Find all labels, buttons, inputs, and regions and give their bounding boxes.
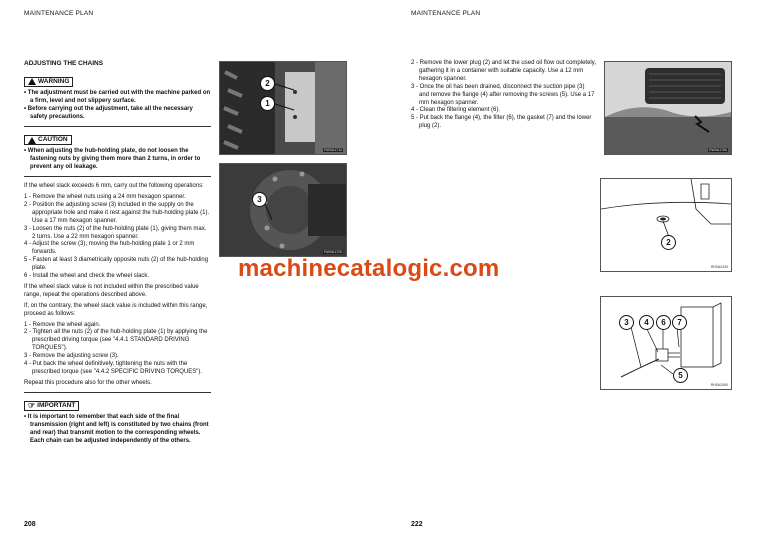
step-a-6: 6 - Install the wheel and check the wheel slack. <box>24 273 150 280</box>
caution-triangle-icon <box>28 137 36 144</box>
callout-3: 3 <box>619 315 634 330</box>
hub-plate-photo <box>219 163 347 257</box>
step-b-3: 3 - Remove the adjusting screw (3). <box>24 353 119 360</box>
step-a-1: 1 - Remove the wheel nuts using a 24 mm hexagon spanner. <box>24 193 186 200</box>
hub-plate-photo-image <box>220 164 346 256</box>
step-b-1: 1 - Remove the wheel again. <box>24 321 101 328</box>
plug-drawing-image <box>601 179 731 271</box>
left-page-number: 208 <box>24 521 36 528</box>
callout-6: 6 <box>656 315 671 330</box>
paragraph-included: If, on the contrary, the wheel slack value is included within this range, proceed as follows: <box>24 302 208 317</box>
warning-bullet-1: • The adjustment must be carried out with the machine parked on a firm, level and not slippery surface. <box>24 90 211 105</box>
warning-label: WARNING <box>38 77 70 85</box>
important-bullet-text: It is important to remember that each side of the final transmission (right and left) is constituted by two chains (front and rear) that transmit motion to the corresponding wheels. Each chain can be adjusted independently of the others. <box>27 414 209 445</box>
caution-badge <box>24 135 72 146</box>
pointing-hand-icon: ☞ <box>28 401 36 411</box>
photo-code: RW0A1710 <box>324 148 342 152</box>
callout-3: 3 <box>252 192 267 207</box>
right-step-4: 4 - Clean the filtering element (6). <box>411 107 501 114</box>
step-a-2: 2 - Position the adjusting screw (3) included in the supply on the appropriate hole and make it rest against the hub-holding plate (1). Use a 17 mm hexagon spanner. <box>24 201 210 224</box>
caution-label: CAUTION <box>38 135 68 143</box>
right-page-number: 222 <box>411 521 423 528</box>
right-step-5: 5 - Put back the flange (4), the filter (6), the gasket (7) and the lower plug (2). <box>411 115 592 130</box>
paragraph-repeat: Repeat this procedure also for the other wheels. <box>24 379 152 386</box>
divider <box>24 392 211 393</box>
wheel-hub-photo-image <box>220 62 346 154</box>
filter-drawing <box>600 296 732 390</box>
step-a-4: 4 - Adjust the screw (3), moving the hub-holding plate 1 or 2 mm forwards. <box>24 241 195 256</box>
callout-7: 7 <box>672 315 687 330</box>
step-a-5: 5 - Fasten at least 3 diametrically opposite nuts (2) of the hub-holding plate. <box>24 257 209 272</box>
caution-bullet-text: When adjusting the hub-holding plate, do not loosen the fastening nuts by giving them more than 2 turns, in order to prevent any oil leakage. <box>27 148 201 171</box>
step-b-4: 4 - Put back the wheel definitively, tightening the nuts with the prescribed torque (see "4.4.2 SPECIFIC DRIVING TORQUES"). <box>24 361 203 376</box>
callout-5: 5 <box>673 368 688 383</box>
warning-bullet-2: • Before carrying out the adjustment, take all the necessary safety precautions. <box>24 105 193 120</box>
left-page-header: MAINTENANCE PLAN <box>24 10 94 17</box>
right-step-2: 2 - Remove the lower plug (2) and let the used oil flow out completely, gathering it in a container with suitable capacity. Use a 12 mm hexagon spanner. <box>411 60 596 82</box>
paragraph-not-included: If the wheel slack value is not included within the prescribed value range, repeat the operations described above. <box>24 283 199 298</box>
section-title: ADJUSTING THE CHAINS <box>24 60 104 67</box>
left-page-body <box>24 60 211 446</box>
wheel-hub-photo <box>219 61 347 155</box>
watermark-text: machinecatalogic.com <box>238 255 500 282</box>
photo-code: RW0A1780 <box>709 148 727 152</box>
machine-grille-photo-image <box>605 62 731 154</box>
warning-bullet-text: The adjustment must be carried out with the machine parked on a firm, level and not slippery surface. <box>27 90 211 105</box>
intro-paragraph: If the wheel slack exceeds 6 mm, carry out the following operations: <box>24 183 204 190</box>
callout-1: 1 <box>260 96 275 111</box>
divider <box>24 176 211 177</box>
filter-drawing-image <box>601 297 731 389</box>
warning-bullet-text: Before carrying out the adjustment, take all the necessary safety precautions. <box>27 105 193 120</box>
step-b-2: 2 - Tighten all the nuts (2) of the hub-holding plate (1) by applying the prescribed driving torque (see "4.4.1 STANDARD DRIVING TORQUES"). <box>24 329 208 352</box>
important-badge <box>24 401 79 412</box>
drawing-code: RH0A2430 <box>710 265 728 269</box>
callout-4: 4 <box>639 315 654 330</box>
plug-drawing <box>600 178 732 272</box>
right-step-3: 3 - Once the oil has been drained, disconnect the suction pipe (3) and remove the flange (4) after removing the screws (5). Use a 17 mm hexagon spanner. <box>411 83 595 106</box>
important-bullet-1: • It is important to remember that each side of the final transmission (right and left) is constituted by two chains (front and rear) that transmit motion to the corresponding wheels. Each chain can be adjusted independently of the others. <box>24 414 209 445</box>
important-label: IMPORTANT <box>37 401 76 409</box>
warning-badge <box>24 77 73 88</box>
warning-triangle-icon <box>28 78 36 85</box>
right-page-body <box>411 60 596 131</box>
right-page-header: MAINTENANCE PLAN <box>411 10 481 17</box>
machine-grille-photo <box>604 61 732 155</box>
photo-code: RW0A1720 <box>324 250 342 254</box>
divider <box>24 126 211 127</box>
caution-bullet-1: • When adjusting the hub-holding plate, do not loosen the fastening nuts by giving them more than 2 turns, in order to prevent any oil leakage. <box>24 148 201 171</box>
callout-2: 2 <box>661 235 676 250</box>
step-a-3: 3 - Loosen the nuts (2) of the hub-holding plate (1), giving them max. 2 turns. Use a 22 mm hexagon spanner. <box>24 225 207 240</box>
callout-2: 2 <box>260 76 275 91</box>
drawing-code: RH0A2450 <box>710 383 728 387</box>
